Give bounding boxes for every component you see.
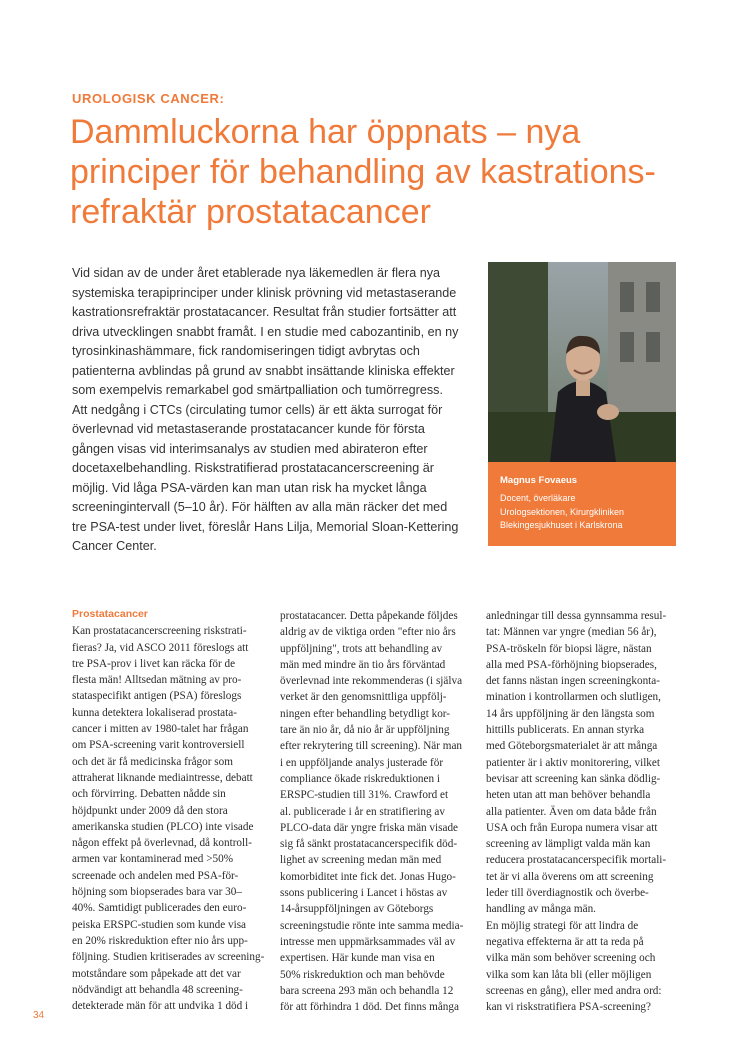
lead-line: gången visas vid interimsanalys av studien med abirateron efter — [72, 441, 428, 456]
body-line: uppföljning", trots att behandling av — [280, 642, 443, 655]
body-line: PLCO-data där yngre friska män visade — [280, 821, 459, 834]
body-line: reducera prostatacancerspecifik mortali- — [486, 854, 667, 867]
body-line: En möjlig strategi för att lindra de — [486, 919, 639, 932]
body-column-1 — [72, 606, 265, 1014]
author-name: Magnus Fovaeus — [500, 475, 578, 486]
body-line: vilka som kan låta bli (eller möjligen — [486, 968, 652, 981]
body-line: PSA-tröskeln för biopsi lägre, nästan — [486, 642, 652, 655]
body-line: flesta män! Alltsedan mätning av pro- — [72, 674, 242, 687]
body-line: detekterade män för att undvika 1 död i — [72, 1000, 249, 1013]
body-line: motståndare som påpekade att det var — [72, 967, 241, 980]
lead-line: kastrationsrefraktär prostatacancer. Resultat från studier fortsätter att — [72, 305, 457, 319]
author-affiliation — [500, 492, 624, 533]
body-line: attraherat liknande mediaintresse, debatt — [72, 771, 253, 784]
body-line: verket är den genomsnittliga uppfölj- — [280, 691, 447, 704]
lead-line: som exempelvis remarkabel god smärtpalliation och tumörregress. — [72, 383, 443, 397]
lead-line: driva utvecklingen snabbt framåt. I en studie med cabozantinib, en ny — [72, 324, 459, 339]
title-line: Dammluckorna har öppnats – nya — [70, 113, 581, 151]
lead-line: tyrosinkinashämmare, fick randomiseringen tidigt avbrytas och — [72, 344, 420, 358]
body-line: cancer i mitten av 1980-talet har frågan — [72, 723, 249, 736]
body-line: ningen efter behandling betydligt kor- — [280, 707, 451, 720]
body-line: bevisar att screening kan sänka dödlig- — [486, 772, 661, 785]
lead-line: möjlig. Vid låga PSA-värden kan man utan risk ha mycket långa — [72, 480, 427, 495]
body-line: intresse men uppmärksammades väl av — [280, 935, 456, 948]
body-line: 50% riskreduktion och man behövde — [280, 968, 445, 981]
body-line: ssons publicering i Lancet i höstas av — [280, 887, 448, 900]
lead-line: tre PSA-test under livet, föreslår Hans Lilja, Memorial Sloan-Kettering — [72, 519, 459, 534]
body-line: överlevnad inte rekommenderas (i själva — [280, 675, 463, 688]
lead-line: överlevnad vid metastaserande prostatacancer kunde för första — [72, 422, 425, 436]
body-line: handling av många män. — [486, 903, 596, 916]
body-line: fieras? Ja, vid ASCO 2011 föreslogs att — [72, 641, 249, 654]
article-title — [70, 112, 690, 232]
body-line: screening av lämpligt valda män kan — [486, 838, 651, 851]
body-line: en 20% riskreduktion efter nio års upp- — [72, 934, 248, 947]
lead-line: Att nedgång i CTCs (circulating tumor cells) är ett äkta surrogat för — [72, 402, 443, 417]
body-line: tet är vi alla överens om att screening — [486, 870, 654, 883]
body-line: sig få sänkt prostatacancerspecifik död- — [280, 838, 458, 851]
section-kicker: UROLOGISK CANCER: — [72, 91, 225, 106]
section-heading: Prostatacancer — [72, 608, 148, 620]
body-line: kan vi riskstratifiera PSA-screening? — [486, 1001, 651, 1014]
body-line: stataspecifikt antigen (PSA) föreslogs — [72, 690, 242, 703]
body-line: i en uppföljande analys justerade för — [280, 756, 444, 769]
affiliation-line: Urologsektionen, Kirurgkliniken — [500, 506, 625, 517]
body-line: alla patienter. Även om data både från — [486, 805, 657, 818]
body-line: bara screena 293 män och behandla 12 — [280, 984, 454, 997]
affiliation-line: Docent, överläkare — [500, 493, 576, 503]
body-line: om PSA-screening varit kontroversiell — [72, 739, 245, 752]
body-line: Kan prostatacancerscreening riskstrati- — [72, 625, 247, 638]
author-caption — [488, 462, 676, 546]
body-line: 14-årsuppföljningen av Göteborgs — [280, 903, 434, 916]
body-line: 14 års uppföljning är den längsta som — [486, 707, 655, 720]
body-line: och det är få medicinska frågor som — [72, 755, 233, 768]
body-line: kunna detektera lokaliserad prostata- — [72, 706, 237, 719]
body-line: al. publicerade i år en stratifiering av — [280, 805, 445, 818]
body-line: USA och från Europa numera visar att — [486, 821, 658, 834]
body-line: heten utan att man behöver behandla — [486, 789, 651, 802]
body-line: prostatacancer. Detta påpekande följdes — [280, 610, 458, 622]
body-line: 40%. Samtidigt publicerades den euro- — [72, 902, 247, 915]
body-line: nödvändigt att behandla 48 screening- — [72, 983, 243, 996]
body-line: expertisen. Här kunde man visa en — [280, 952, 435, 965]
body-line: män med mindre än tio års förväntad — [280, 658, 446, 671]
body-line: och förvirring. Debatten nådde sin — [72, 788, 226, 801]
affiliation-line: Blekingesjukhuset i Karlskrona — [500, 520, 623, 530]
title-line: refraktär prostatacancer — [70, 193, 431, 231]
body-line: efter rekrytering till screening). När man — [280, 740, 463, 753]
body-line: compliance ökade riskreduktionen i — [280, 772, 440, 785]
body-line: ERSPC-studien till 31%. Crawford et — [280, 789, 449, 802]
lead-line: Cancer Center. — [72, 539, 157, 553]
body-line: tare än nio år, då nio år är uppföljning — [280, 724, 450, 737]
lead-paragraph — [72, 264, 477, 557]
body-line: alla med PSA-förhöjning biopserades, — [486, 658, 657, 671]
body-line: vilka män som behöver screening och — [486, 952, 656, 965]
body-line: patienter är i aktiv monitorering, vilket — [486, 756, 660, 769]
body-line: med Göteborgsmaterialet är att många — [486, 740, 658, 753]
body-line: negativa effekterna är att ta reda på — [486, 935, 644, 948]
body-line: höjdpunkt under 2009 då den stora — [72, 804, 228, 817]
body-line: för att förhindra 1 död. Det finns många — [280, 1001, 459, 1014]
body-line: amerikanska studien (PLCO) inte visade — [72, 820, 254, 833]
body-line: peiska ERSPC-studien som kunde visa — [72, 918, 247, 931]
body-line: leder till överdiagnostik och överbe- — [486, 887, 649, 900]
body-line: höjning som biopserades bara var 30– — [72, 886, 242, 899]
body-line: lighet av screening medan män med — [280, 854, 442, 867]
body-line: någon effekt på överlevnad, då kontroll- — [72, 837, 252, 850]
body-line: mination i kontrollarmen och slutligen, — [486, 691, 661, 704]
body-line: screenade och andelen med PSA-för- — [72, 869, 239, 882]
body-line: screenas en gång), eller med andra ord: — [486, 984, 662, 997]
body-line: följning. Studien kritiserades av screening- — [72, 951, 265, 964]
lead-line: docetaxelbehandling. Riskstratifierad prostatacancerscreening är — [72, 461, 434, 475]
body-line: aldrig av de viktiga orden "efter nio års — [280, 626, 456, 639]
title-line: principer för behandling av kastrations- — [70, 153, 656, 191]
body-line: det fanns nästan ingen screeningkonta- — [486, 675, 660, 688]
lead-line: patienterna avblindas på grund av snabbt insättande kliniska effekter — [72, 363, 455, 378]
lead-line: screeningintervall (5–10 år). För hälften av alla män räcker det med — [72, 500, 448, 514]
body-line: hittills publicerats. En annan styrka — [486, 724, 645, 737]
lead-line: systemiska terapiprinciper under klinisk prövning vid metastaserande — [72, 285, 457, 300]
author-photo — [488, 262, 676, 462]
body-column-3 — [486, 608, 666, 1015]
body-line: screeningstudie rönte inte samma media- — [280, 919, 464, 932]
body-line: armen var kontaminerad med >50% — [72, 853, 234, 866]
body-line: komorbiditet inte fick det. Jonas Hugo- — [280, 870, 456, 883]
body-column-2 — [280, 608, 464, 1015]
lead-line: Vid sidan av de under året etablerade nya läkemedlen är flera nya — [72, 266, 441, 280]
page-number: 34 — [33, 1010, 45, 1021]
body-line: anledningar till dessa gynnsamma resul- — [486, 610, 667, 622]
body-line: tre PSA-prov i livet kan räcka för de — [72, 657, 236, 670]
body-line: tat: Männen var yngre (median 56 år), — [486, 626, 657, 639]
